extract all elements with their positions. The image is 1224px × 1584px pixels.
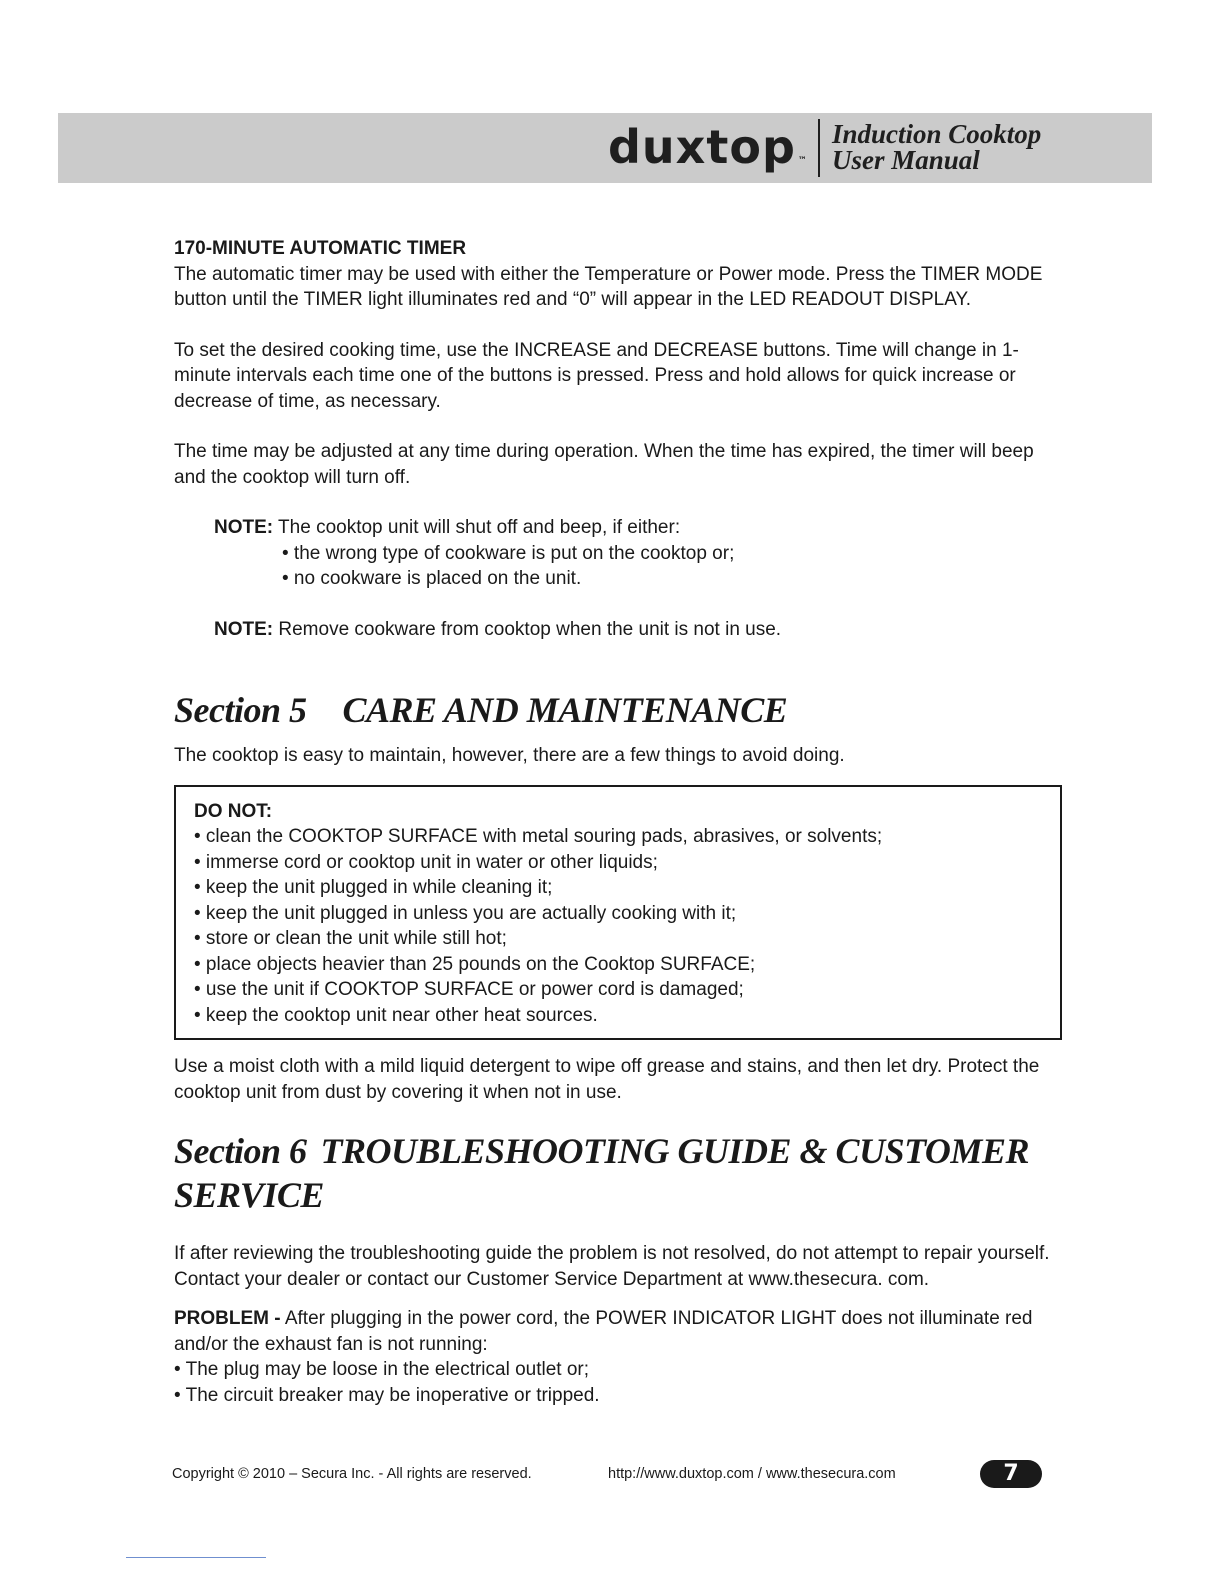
list-item: • place objects heavier than 25 pounds on the Cooktop SURFACE; xyxy=(194,953,756,975)
list-item: • the wrong type of cookware is put on the cooktop or; xyxy=(282,542,735,564)
list-item: • clean the COOKTOP SURFACE with metal souring pads, abrasives, or solvents; xyxy=(194,826,883,847)
list-item: • store or clean the unit while still hot; xyxy=(194,928,507,949)
section-6-title xyxy=(174,1129,1054,1217)
note-remove-cookware xyxy=(174,617,1054,643)
trademark-symbol: ™ xyxy=(797,156,808,166)
timer-paragraph-2: To set the desired cooking time, use the INCREASE and DECREASE buttons. Time will change in 1-minute intervals each time one of the buttons is pressed. Press and hold allows for quick increase or decrease of time, as necessary. xyxy=(174,339,1019,412)
note-text: The cooktop unit will shut off and beep, if either: xyxy=(273,517,681,538)
section-heading: CARE AND MAINTENANCE xyxy=(342,690,788,730)
timer-paragraph-1: The automatic timer may be used with either the Temperature or Power mode. Press the TIMER MODE button until the TIMER light illuminates red and “0” will appear in the LED READOUT DISPLAY. xyxy=(174,263,1043,310)
do-not-heading: DO NOT: xyxy=(194,800,273,822)
header-divider xyxy=(818,119,820,177)
note-label: NOTE: xyxy=(214,517,274,538)
list-item: • keep the unit plugged in while cleaning it; xyxy=(194,877,553,898)
header-title-line1: Induction Cooktop xyxy=(832,119,1042,149)
timer-heading: 170-MINUTE AUTOMATIC TIMER xyxy=(174,238,467,259)
list-item: • use the unit if COOKTOP SURFACE or power cord is damaged; xyxy=(194,979,744,1000)
section-number: Section 6 xyxy=(174,1131,307,1171)
duxtop-logo: duxtop ™ xyxy=(608,120,808,174)
section-6-intro: If after reviewing the troubleshooting guide the problem is not resolved, do not attempt to repair yourself. Contact your dealer or contact our Customer Service Department at www.thesecura. com. xyxy=(174,1243,1050,1290)
list-item: • no cookware is placed on the unit. xyxy=(282,568,582,589)
list-item: • keep the unit plugged in unless you are actually cooking with it; xyxy=(194,902,737,924)
divider xyxy=(126,1557,266,1558)
section-number: Section 5 xyxy=(174,690,307,730)
header-title xyxy=(832,121,1041,173)
note-text: Remove cookware from cooktop when the unit is not in use. xyxy=(273,618,782,640)
section-heading: TROUBLESHOOTING GUIDE & CUSTOMER SERVICE xyxy=(174,1131,1029,1215)
list-item: • The plug may be loose in the electrical outlet or; xyxy=(174,1359,590,1380)
list-item: • keep the cooktop unit near other heat sources. xyxy=(194,1004,598,1026)
header-title-line2: User Manual xyxy=(832,145,980,175)
page-number-badge: 7 xyxy=(980,1460,1042,1488)
note-shutoff xyxy=(174,515,1054,592)
section-5-intro: The cooktop is easy to maintain, however, there are a few things to avoid doing. xyxy=(174,745,845,766)
cleaning-instructions: Use a moist cloth with a mild liquid detergent to wipe off grease and stains, and then let dry. Protect the cooktop unit from dust by covering it when not in use. xyxy=(174,1056,1040,1103)
list-item: • The circuit breaker may be inoperative or tripped. xyxy=(174,1384,600,1406)
section-5-title xyxy=(174,688,1054,732)
do-not-box xyxy=(174,785,1062,1041)
problem-label: PROBLEM - xyxy=(174,1308,281,1329)
note-label: NOTE: xyxy=(214,618,274,640)
page-content xyxy=(174,236,1054,1408)
problem-text: After plugging in the power cord, the POWER INDICATOR LIGHT does not illuminate red and/or the exhaust fan is not running: xyxy=(174,1308,1033,1355)
page-footer xyxy=(172,1464,1044,1490)
footer-urls: http://www.duxtop.com / www.thesecura.com xyxy=(608,1466,896,1482)
list-item: • immerse cord or cooktop unit in water or other liquids; xyxy=(194,851,658,873)
copyright-text: Copyright © 2010 – Secura Inc. - All rights are reserved. xyxy=(172,1466,532,1482)
timer-paragraph-3: The time may be adjusted at any time during operation. When the time has expired, the timer will beep and the cooktop will turn off. xyxy=(174,441,1034,488)
